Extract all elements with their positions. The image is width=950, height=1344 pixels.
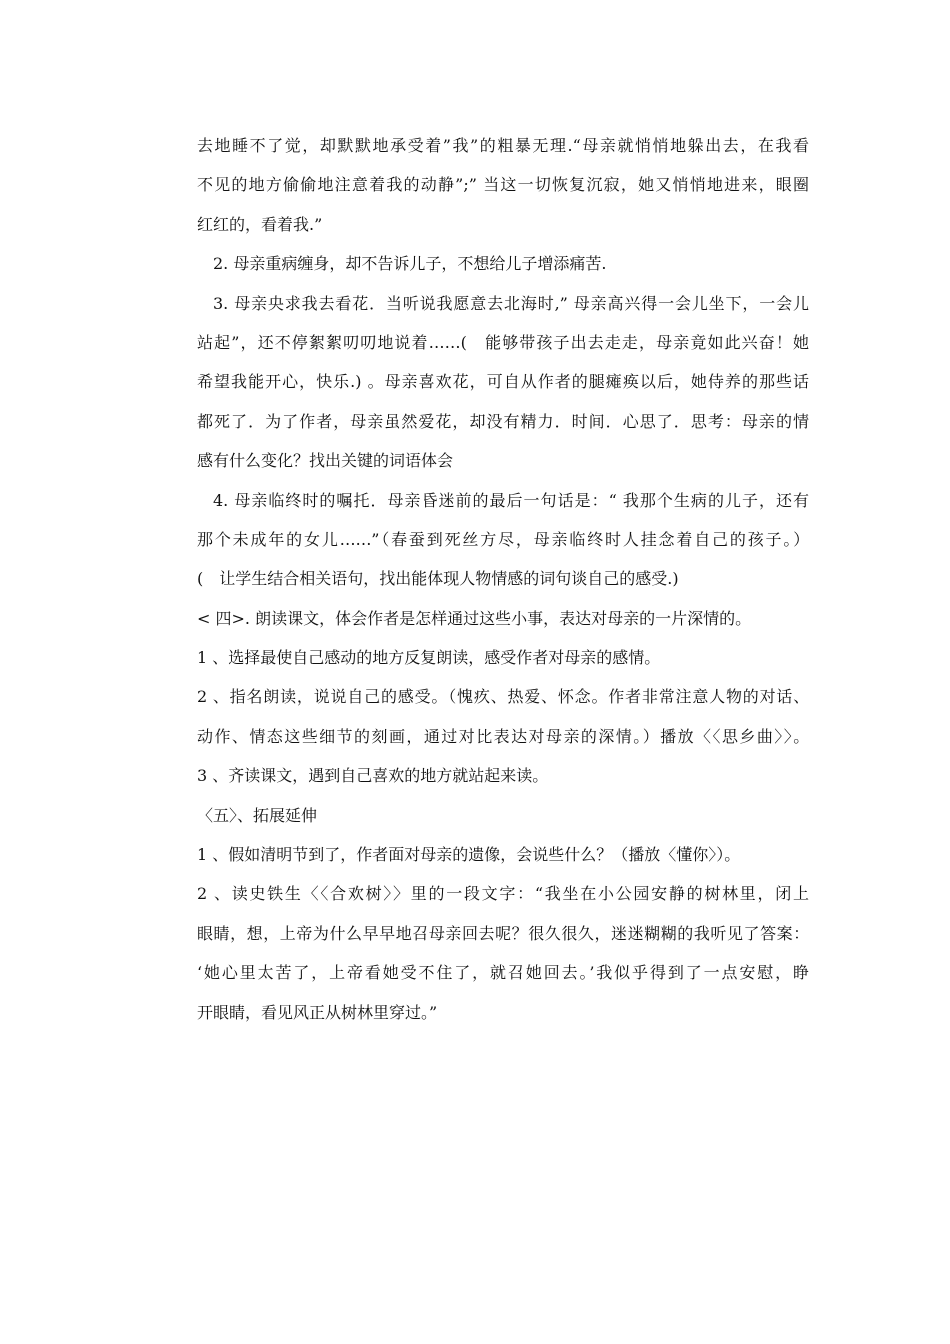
section-five-item-2-line-2: 眼睛，想，上帝为什么早早地召母亲回去呢？很久很久，迷迷糊糊的我听见了答案： <box>197 923 809 943</box>
section-five-item-2-line-3: ‘她心里太苦了，上帝看她受不住了，就召她回去。’我似乎得到了一点安慰，睁 <box>197 963 809 983</box>
list-item-3-line-3: 希望我能开心，快乐.) 。母亲喜欢花，可自从作者的腿瘫痪以后，她侍养的那些话 <box>197 372 809 392</box>
list-item-3-line-4: 都死了．为了作者，母亲虽然爱花，却没有精力．时间．心思了．思考：母亲的情 <box>197 411 809 431</box>
section-five-item-1: 1 、假如清明节到了，作者面对母亲的遗像，会说些什么？（播放〈懂你〉）。 <box>197 845 741 865</box>
list-item-2: 2. 母亲重病缠身，却不告诉儿子，不想给儿子增添痛苦. <box>213 254 607 274</box>
section-four-item-3: 3 、齐读课文，遇到自己喜欢的地方就站起来读。 <box>197 766 549 786</box>
student-activity-note: ( 让学生结合相关语句，找出能体现人物情感的词句谈自己的感受.) <box>197 569 679 589</box>
section-four-heading: < 四>. 朗读课文，体会作者是怎样通过这些小事，表达对母亲的一片深情的。 <box>197 608 752 628</box>
list-item-3-line-5: 感有什么变化？找出关键的词语体会 <box>197 451 454 471</box>
paragraph-line-3: 红红的，看着我.” <box>197 214 323 234</box>
paragraph-line-2: 不见的地方偷偷地注意着我的动静”;” 当这一切恢复沉寂，她又悄悄地进来，眼圈 <box>197 175 809 195</box>
section-five-heading: 〈五〉、拓展延伸 <box>197 805 318 825</box>
paragraph-line-1: 去地睡不了觉，却默默地承受着”我”的粗暴无理.“母亲就悄悄地躲出去，在我看 <box>197 136 809 155</box>
section-five-item-2-line-1: 2 、读史铁生〈〈合欢树〉〉里的一段文字：“我坐在小公园安静的树林里，闭上 <box>197 884 809 904</box>
section-four-item-1: 1 、选择最使自己感动的地方反复朗读，感受作者对母亲的感情。 <box>197 648 661 668</box>
document-body <box>197 126 809 1032</box>
section-five-item-2-line-4: 开眼睛，看见风正从树林里穿过。” <box>197 1002 438 1022</box>
list-item-4-line-1: 4. 母亲临终时的嘱托．母亲昏迷前的最后一句话是：“ 我那个生病的儿子，还有 <box>213 490 809 510</box>
section-four-item-2-line-2: 动作、情态这些细节的刻画，通过对比表达对母亲的深情。）播放〈〈思乡曲〉〉。 <box>197 726 809 746</box>
list-item-3-line-1: 3. 母亲央求我去看花．当听说我愿意去北海时,” 母亲高兴得一会儿坐下，一会儿 <box>213 293 809 313</box>
list-item-3-line-2: 站起”，还不停絮絮叨叨地说着……( 能够带孩子出去走走，母亲竟如此兴奋！她 <box>197 332 809 352</box>
list-item-4-line-2: 那个未成年的女儿……”（春蚕到死丝方尽，母亲临终时人挂念着自己的孩子。） <box>197 529 809 549</box>
section-four-item-2-line-1: 2 、指名朗读，说说自己的感受。（愧疚、热爱、怀念。作者非常注意人物的对话、 <box>197 687 809 707</box>
